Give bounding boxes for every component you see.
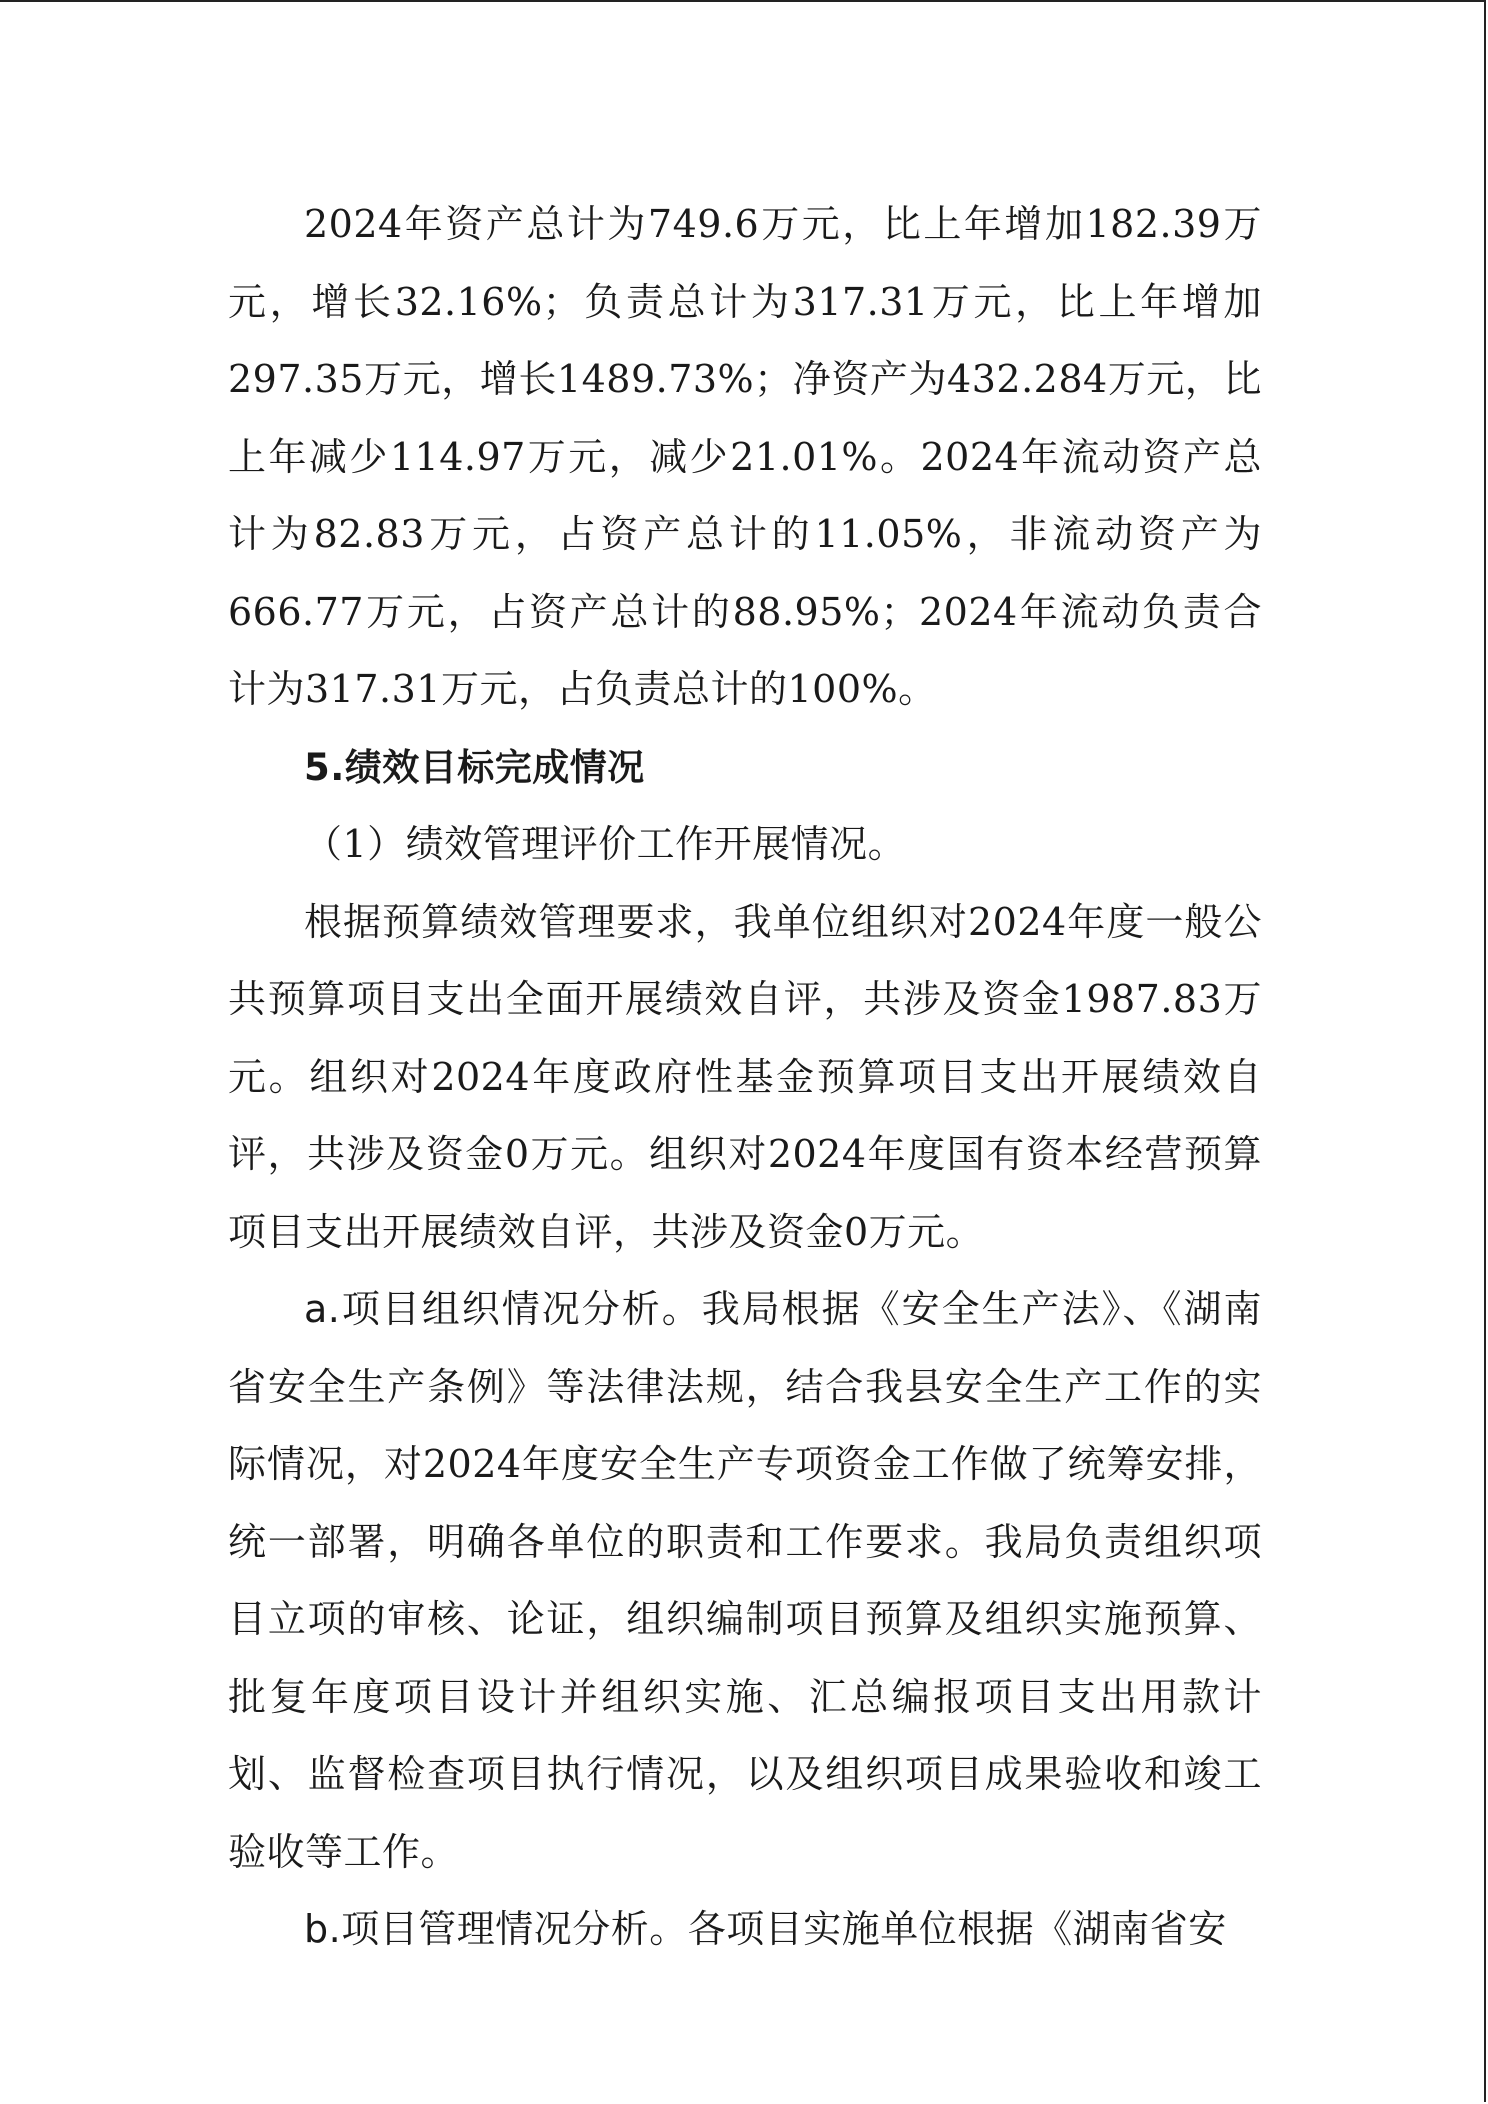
item-label-a: a. <box>304 1287 341 1331</box>
paragraph-project-management <box>228 1891 1262 1969</box>
document-body <box>228 186 1262 1969</box>
paragraph-assets-summary: 2024年资产总计为749.6万元，比上年增加182.39万元，增长32.16%；负责总计为317.31万元，比上年增加297.35万元，增长1489.73%；净资产为432.284万元，比上年减少114.97万元，减少21.01%。2024年流动资产总计为82.83万元，占资产总计的11.05%，非流动资产为666.77万元，占资产总计的88.95%；2024年流动负责合计为317.31万元，占负责总计的100%。 <box>228 202 1262 711</box>
item-text-a: 项目组织情况分析。我局根据《安全生产法》、《湖南省安全生产条例》等法律法规，结合我县安全生产工作的实际情况，对2024年度安全生产专项资金工作做了统筹安排，统一部署，明确各单位的职责和工作要求。我局负责组织项目立项的审核、论证，组织编制项目预算及组织实施预算、批复年度项目设计并组织实施、汇总编报项目支出用款计划、监督检查项目执行情况，以及组织项目成果验收和竣工验收等工作。 <box>228 1287 1262 1874</box>
item-label-b: b. <box>304 1907 342 1951</box>
paragraph-self-evaluation: 根据预算绩效管理要求，我单位组织对2024年度一般公共预算项目支出全面开展绩效自评，共涉及资金1987.83万元。组织对2024年度政府性基金预算项目支出开展绩效自评，共涉及资金0万元。组织对2024年度国有资本经营预算项目支出开展绩效自评，共涉及资金0万元。 <box>228 899 1262 1254</box>
section-heading-performance-goals: 5.绩效目标完成情况 <box>304 745 645 789</box>
item-text-b: 项目管理情况分析。各项目实施单位根据《湖南省安 <box>341 1907 1227 1951</box>
subheading-evaluation-work: （1）绩效管理评价工作开展情况。 <box>304 822 907 866</box>
paragraph-project-organization <box>228 1271 1262 1891</box>
